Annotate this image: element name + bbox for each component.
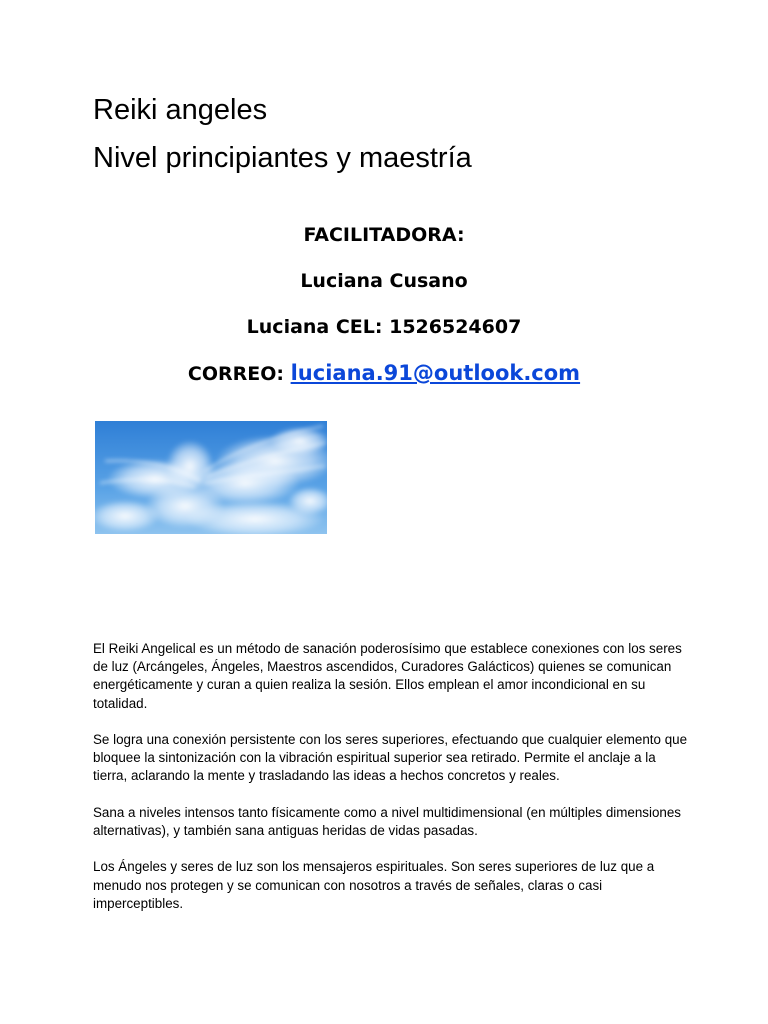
paragraph: El Reiki Angelical es un método de sanación poderosísimo que establece conexiones con los seres de luz (Arcángeles, Ángeles, Maestros ascendidos, Curadores Galácticos) quienes se comunican energéticamente y curan a quien realiza la sesión. Ellos emplean el amor incondicional en su totalidad.	[93, 641, 682, 711]
email-link[interactable]: luciana.91@outlook.com	[290, 361, 581, 385]
paragraph: Sana a niveles intensos tanto físicamente como a nivel multidimensional (en múltiples dimensiones alternativas), y también sana antiguas heridas de vidas pasadas.	[93, 804, 682, 838]
paragraph: Los Ángeles y seres de luz son los mensajeros espirituales. Son seres superiores de luz que a menudo nos protegen y se comunican con nosotros a través de señales, claras o casi imperceptibles.	[93, 859, 655, 911]
angel-clouds-image	[95, 421, 327, 534]
facilitator-phone: Luciana CEL: 1526524607	[246, 316, 522, 338]
paragraph: Se logra una conexión persistente con los seres superiores, efectuando que cualquier elemento que bloquee la sintonización con la vibración espiritual superior sea retirado. Permite el anclaje a la tierra, aclarando la mente y trasladando las ideas a hechos concretos y reales.	[93, 732, 688, 784]
facilitator-email-line	[0, 354, 768, 400]
facilitator-block	[0, 216, 768, 400]
facilitator-name: Luciana Cusano	[300, 270, 468, 292]
body-text	[93, 640, 693, 931]
document-title: Reiki angeles	[93, 94, 268, 126]
email-label: CORREO:	[187, 363, 291, 385]
angel-clouds-illustration	[95, 421, 327, 534]
document-subtitle: Nivel principiantes y maestría	[93, 142, 472, 174]
facilitator-heading: FACILITADORA:	[303, 224, 465, 246]
title-block	[93, 86, 693, 182]
